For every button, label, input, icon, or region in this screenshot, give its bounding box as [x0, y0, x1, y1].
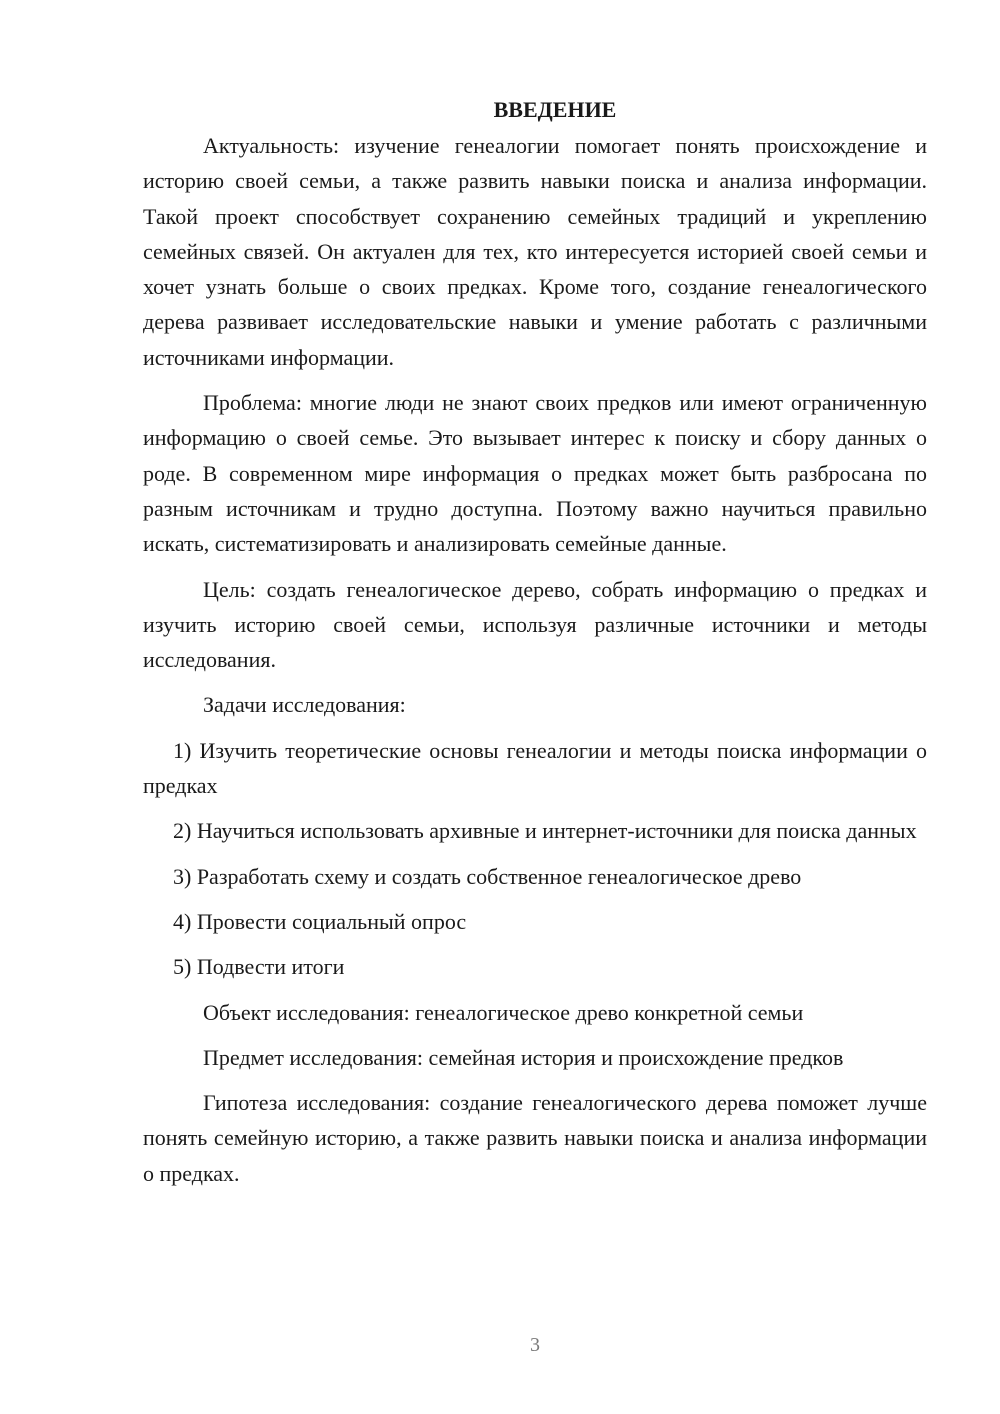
paragraph-hypothesis: Гипотеза исследования: создание генеалогического дерева поможет лучше понять семейную историю, а также развить навыки поиска и анализа информации о предках.	[143, 1090, 927, 1186]
task-item-5: 5) Подвести итоги	[173, 954, 345, 980]
paragraph-subject: Предмет исследования: семейная история и происхождение предков	[203, 1044, 844, 1070]
document-page	[143, 94, 927, 1201]
task-item-1: 1) Изучить теоретические основы генеалогии и методы поиска информации о предках	[143, 737, 927, 799]
task-item-3: 3) Разработать схему и создать собственное генеалогическое древо	[173, 863, 802, 889]
task-item-4: 4) Провести социальный опрос	[173, 908, 467, 934]
paragraph-tasks-heading: Задачи исследования:	[203, 692, 406, 718]
paragraph-relevance: Актуальность: изучение генеалогии помогает понять происхождение и историю своей семьи, а также развить навыки поиска и анализа информации. Такой проект способствует сохранению семейных традиций и укреплению семейных связей. Он актуален для тех, кто интересуется историей своей семьи и хочет узнать больше о своих предках. Кроме того, создание генеалогического дерева развивает исследовательские навыки и умение работать с различными источниками информации.	[143, 133, 927, 370]
paragraph-object: Объект исследования: генеалогическое древо конкретной семьи	[203, 999, 804, 1025]
section-title: ВВЕДЕНИЕ	[493, 97, 617, 122]
paragraph-problem: Проблема: многие люди не знают своих предков или имеют ограниченную информацию о своей семье. Это вызывает интерес к поиску и сбору данных о роде. В современном мире информация о предках может быть разбросана по разным источникам и трудно доступна. Поэтому важно научиться правильно искать, систематизировать и анализировать семейные данные.	[143, 390, 927, 557]
paragraph-goal: Цель: создать генеалогическое дерево, собрать информацию о предках и изучить историю своей семьи, используя различные источники и методы исследования.	[143, 576, 927, 673]
task-item-2: 2) Научиться использовать архивные и интернет-источники для поиска данных	[173, 818, 917, 844]
page-number: 3	[530, 1334, 540, 1356]
